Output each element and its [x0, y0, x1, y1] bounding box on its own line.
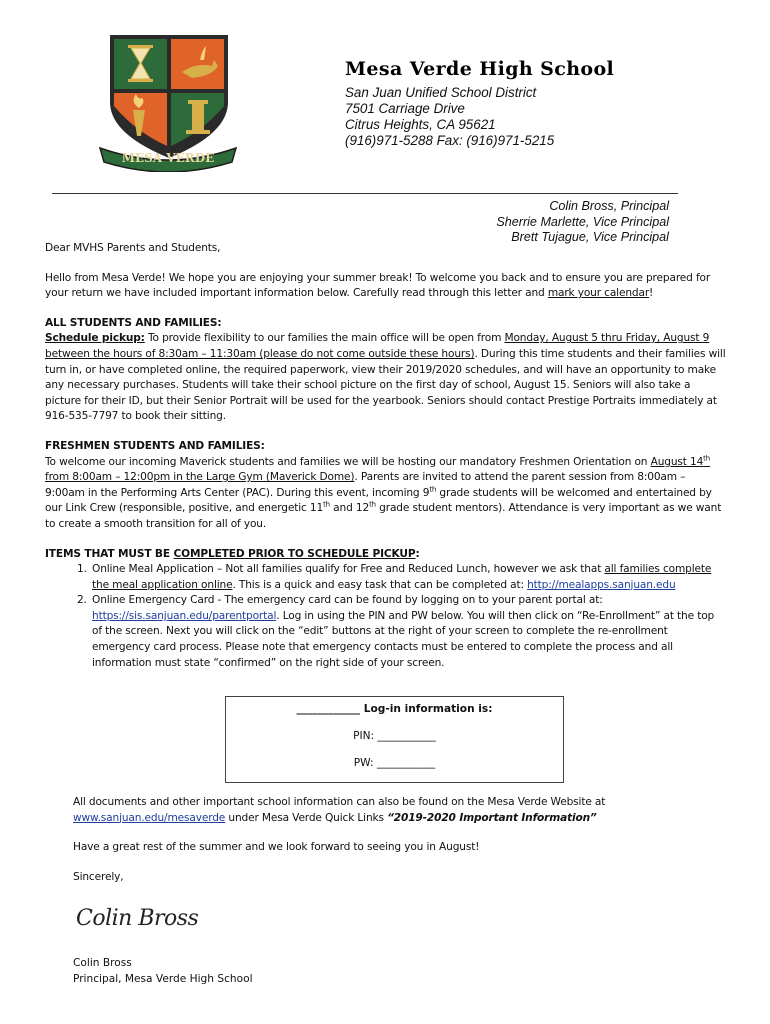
- administrator-vice-principal: Brett Tujague, Vice Principal: [511, 230, 669, 244]
- administrators-list: [496, 199, 669, 246]
- school-name: Mesa Verde High School: [345, 58, 615, 80]
- city-state-zip: Citrus Heights, CA 95621: [345, 117, 496, 132]
- schedule-pickup-paragraph: [45, 331, 727, 425]
- items-heading: ITEMS THAT MUST BE COMPLETED PRIOR TO SCHEDULE PICKUP:: [45, 547, 420, 560]
- required-items-list: [45, 562, 727, 671]
- mesa-verde-website-link[interactable]: www.sanjuan.edu/mesaverde: [73, 811, 226, 824]
- schedule-text-1: To provide flexibility to our families the main office will be open from: [144, 332, 505, 345]
- school-header: [345, 58, 614, 149]
- district-name: San Juan Unified School District: [345, 85, 537, 100]
- important-info-label: “2019-2020 Important Information”: [387, 811, 597, 824]
- administrator-vice-principal: Sherrie Marlette, Vice Principal: [496, 214, 669, 229]
- all-students-heading: ALL STUDENTS AND FAMILIES:: [45, 316, 222, 329]
- header-divider: [52, 193, 678, 194]
- intro-text: Hello from Mesa Verde! We hope you are enjoying your summer break! To welcome you back and to ensure you are prepared for your return we have included important information below. Carefully read through this letter and: [45, 271, 711, 300]
- freshmen-paragraph: To welcome our incoming Maverick students and families we will be hosting our mandatory Freshmen Orientation on August 14th from 8:00am – 12:00pm in the Large Gym (Maverick Dome). Parents are invited to attend the parent session from 8:00am – 9:00am in the Performing Arts Center (PAC). During this event, incoming 9th grade students will be welcomed and entertained by our Link Crew (responsible, positive, and energetic 11th and 12th grade student mentors). Attendance is very important as we want to create a smooth transition for all of you.: [45, 454, 722, 530]
- freshmen-text-2: . Parents are invited to attend the parent session from 8:00am – 9:00am in the Performing Arts Center (PAC). During this event, incoming 9: [45, 471, 686, 499]
- rest-of-summer-text: Have a great rest of the summer and we look forward to seeing you in August!: [73, 841, 480, 854]
- office-hours-text: Monday, August 5 thru Friday, August 9 between the hours of 8:30am – 11:30am (please do not come outside these hours): [45, 332, 710, 360]
- freshmen-text-1: To welcome our incoming Maverick students and families we will be hosting our mandatory Freshmen Orientation on: [45, 455, 651, 468]
- crest-banner-text: MESA VERDE: [121, 151, 215, 165]
- list-item: 1. Online Meal Application – Not all families qualify for Free and Reduced Lunch, however we ask that all families complete the meal application online. This is a quick and easy task that can be completed at: http://mealapps.sanjuan.edu: [90, 562, 727, 593]
- signature: Colin Bross: [76, 906, 199, 931]
- schedule-pickup-label: Schedule pickup:: [45, 332, 145, 345]
- school-address: [345, 85, 614, 149]
- salutation: Dear MVHS Parents and Students,: [45, 242, 221, 254]
- mark-calendar-text: mark your calendar: [547, 287, 650, 300]
- orientation-date-text: August 14th from 8:00am – 12:00pm in the Large Gym (Maverick Dome): [45, 454, 711, 484]
- phone-fax: (916)971-5288 Fax: (916)971-5215: [345, 133, 555, 148]
- intro-end: !: [649, 287, 654, 300]
- school-crest-logo: [96, 32, 240, 172]
- freshmen-text-4: and 12: [329, 502, 370, 515]
- signer-title: Principal, Mesa Verde High School: [73, 972, 253, 985]
- freshmen-heading: FRESHMEN STUDENTS AND FAMILIES:: [45, 439, 265, 452]
- schedule-text-2: . During this time students and their families will turn in, or have completed online, the required paperwork, view their 2019/2020 schedules, and will have an opportunity to make any necessary purchases. Students will take their school picture on the first day of school, August 15. Seniors will also take a picture for their ID, but their Senior Portrait will be used for the yearbook. Seniors should contact Prestige Portraits immediately at 916-535-7797 to book their sitting.: [45, 347, 726, 423]
- pin-field: PIN: ___________: [353, 730, 436, 742]
- letter-body: [45, 241, 727, 671]
- list-item: 2. Online Emergency Card - The emergency card can be found by logging on to your parent portal at: https://sis.sanjuan.edu/parentportal. Log in using the PIN and PW below. You will then click on “Re-Enrollment” at the top of the screen. Next you will click on the “edit” buttons at the right of your screen to complete the re-enrollment emergency card process. Please note that emergency contacts must be entered to complete the process and all information must state “confirmed” on the right side of your screen.: [90, 593, 727, 671]
- signature-block: [73, 956, 253, 987]
- parent-portal-link[interactable]: https://sis.sanjuan.edu/parentportal: [92, 609, 277, 622]
- documents-paragraph: All documents and other important school information can also be found on the Mesa Verde Website at www.sanjuan.edu/mesaverde under Mesa Verde Quick Links “2019-2020 Important Information”: [73, 796, 606, 824]
- street-address: 7501 Carriage Drive: [345, 101, 465, 116]
- signer-name: Colin Bross: [73, 957, 132, 969]
- pw-field: PW: ___________: [353, 757, 436, 769]
- login-info-title: ____________ Log-in information is:: [296, 703, 493, 715]
- freshmen-text-3: grade students will be welcomed and entertained by our Link Crew (responsible, positive, and energetic 11: [45, 486, 712, 515]
- freshmen-text-5: grade student mentors). Attendance is very important as we want to create a smooth transition for all of you.: [45, 502, 722, 530]
- login-info-box: [225, 696, 564, 783]
- letter-closing: [73, 795, 733, 885]
- meal-application-link[interactable]: http://mealapps.sanjuan.edu: [527, 578, 676, 591]
- intro-paragraph: [45, 271, 727, 302]
- sincerely-text: Sincerely,: [73, 870, 124, 883]
- administrator-principal: Colin Bross, Principal: [549, 199, 669, 213]
